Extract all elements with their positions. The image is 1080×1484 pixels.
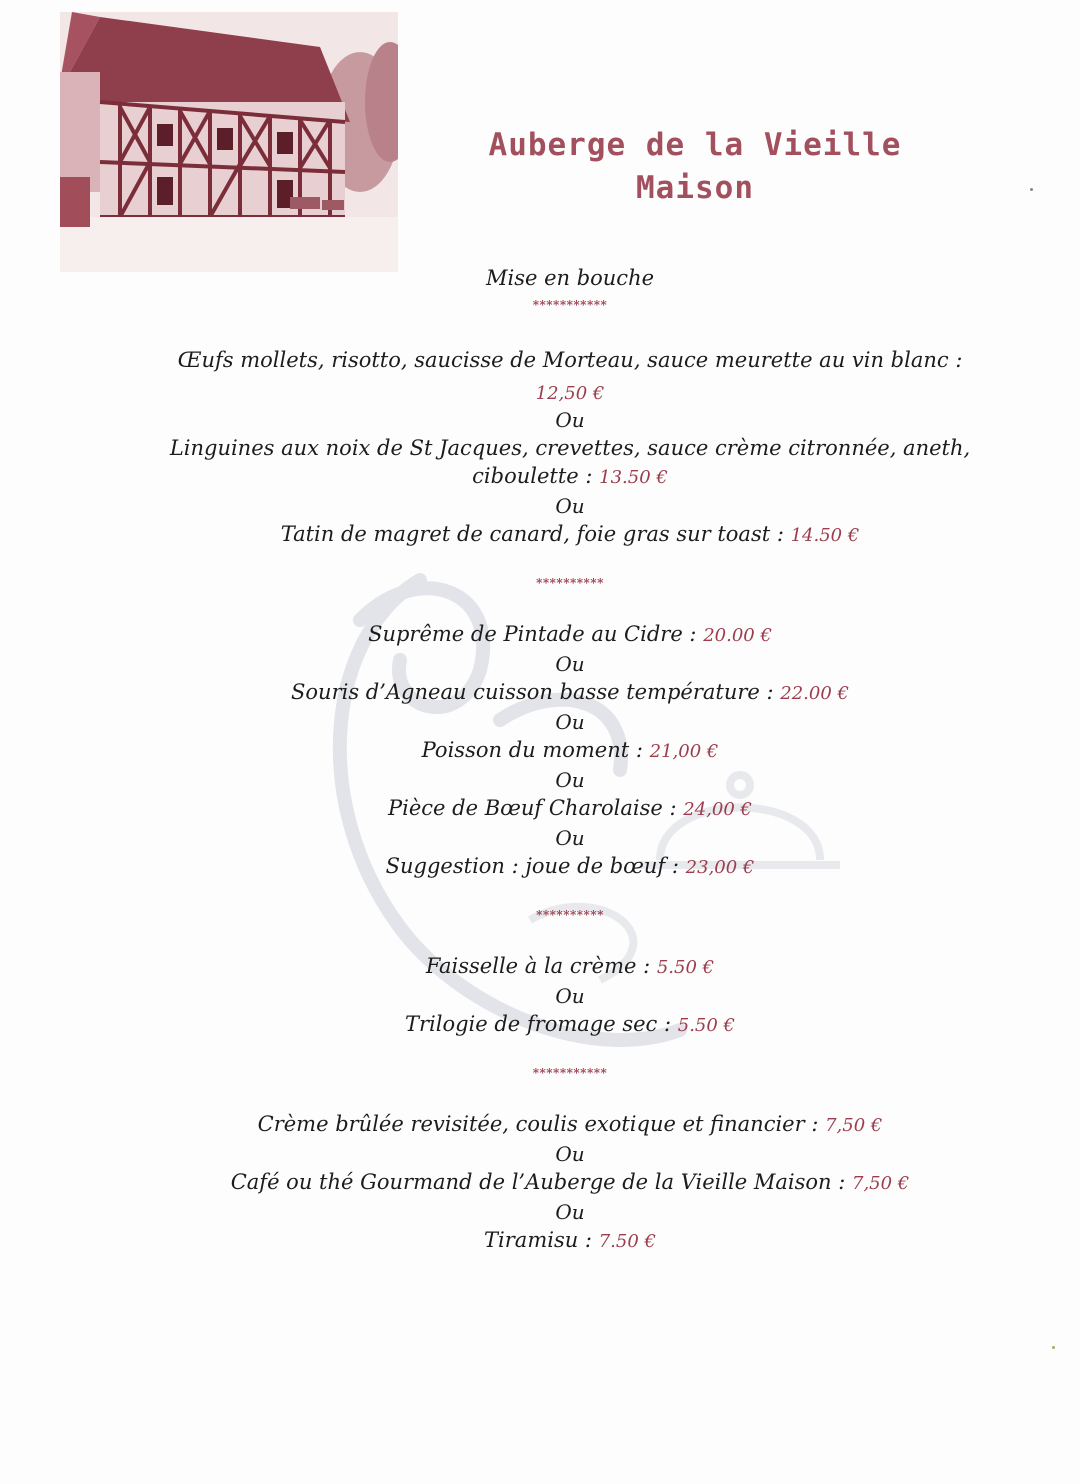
starter-item-2: Linguines aux noix de St Jacques, crevettes, sauce crème citronnée, aneth, xyxy=(169,436,971,460)
starter-item-1-price-line xyxy=(60,380,1080,404)
restaurant-title xyxy=(430,124,960,210)
main-item-4: Pièce de Bœuf Charolaise : 24,00 € xyxy=(388,796,752,820)
separator: *********** xyxy=(532,1066,608,1080)
dessert-item-2: Café ou thé Gourmand de l’Auberge de la Vieille Maison : 7,50 € xyxy=(230,1170,910,1194)
dessert-item-1: Crème brûlée revisitée, coulis exotique et financier : 7,50 € xyxy=(257,1112,883,1136)
main-item-5: Suggestion : joue de bœuf : 23,00 € xyxy=(385,854,755,878)
or-divider: Ou xyxy=(555,710,585,734)
price: 24,00 € xyxy=(683,799,752,820)
or-divider: Ou xyxy=(555,1142,585,1166)
dessert-item-3: Tiramisu : 7.50 € xyxy=(484,1228,656,1252)
starter-item-1: Œufs mollets, risotto, saucisse de Morteau, sauce meurette au vin blanc : xyxy=(177,348,963,372)
mise-en-bouche-heading: Mise en bouche xyxy=(485,266,655,290)
price: 7,50 € xyxy=(825,1115,883,1136)
scan-speck xyxy=(1052,1346,1055,1349)
price: 21,00 € xyxy=(649,741,719,762)
price: 7.50 € xyxy=(598,1231,656,1252)
price: 23,00 € xyxy=(685,857,755,878)
main-item-1: Suprême de Pintade au Cidre : 20.00 € xyxy=(368,622,772,646)
price: 5.50 € xyxy=(656,957,715,978)
price: 13.50 € xyxy=(599,467,668,488)
price: 12,50 € xyxy=(535,383,605,404)
cheese-item-1: Faisselle à la crème : 5.50 € xyxy=(425,954,715,978)
starter-item-2-line-2: ciboulette : 13.50 € xyxy=(472,464,668,488)
price: 14.50 € xyxy=(790,525,860,546)
or-divider: Ou xyxy=(555,826,585,850)
main-item-2: Souris d’Agneau cuisson basse température : 22.00 € xyxy=(291,680,849,704)
inn-photo xyxy=(60,12,398,272)
separator: ********** xyxy=(536,576,604,590)
price: 5.50 € xyxy=(677,1015,736,1036)
price: 22.00 € xyxy=(780,683,849,704)
or-divider: Ou xyxy=(555,494,585,518)
or-divider: Ou xyxy=(555,652,585,676)
or-divider: Ou xyxy=(555,408,585,432)
or-divider: Ou xyxy=(555,1200,585,1224)
separator: *********** xyxy=(532,298,608,312)
title-line-2: Maison xyxy=(636,170,754,206)
scan-speck xyxy=(1030,188,1033,191)
main-item-3: Poisson du moment : 21,00 € xyxy=(421,738,719,762)
separator: ********** xyxy=(536,908,604,922)
or-divider: Ou xyxy=(555,984,585,1008)
cheese-item-2: Trilogie de fromage sec : 5.50 € xyxy=(404,1012,736,1036)
title-line-1: Auberge de la Vieille xyxy=(488,127,902,163)
price: 7,50 € xyxy=(852,1173,910,1194)
or-divider: Ou xyxy=(555,768,585,792)
starter-item-3: Tatin de magret de canard, foie gras sur toast : 14.50 € xyxy=(280,522,860,546)
price: 20.00 € xyxy=(703,625,772,646)
